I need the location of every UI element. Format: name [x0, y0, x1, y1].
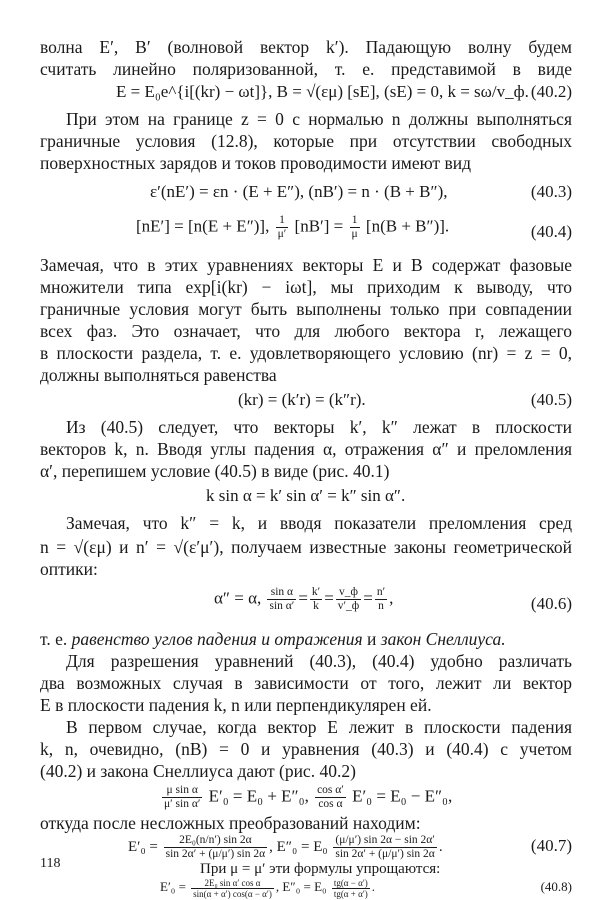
fraction	[276, 214, 289, 241]
fraction	[162, 784, 202, 811]
frac-num: 2E₀(n/n′) sin 2α	[164, 834, 267, 848]
frac-den: tg(α + α′)	[333, 888, 368, 899]
fraction	[191, 878, 274, 899]
frac-num: 2E₀ sin α′ cos α	[191, 878, 274, 889]
frac-num: sin α	[267, 586, 296, 600]
equation-40-4	[136, 214, 449, 241]
text-line: два возможных случая в зависимости от того, лежит ли вектор	[40, 673, 572, 693]
equation-number: (40.4)	[530, 222, 572, 241]
fraction	[310, 586, 322, 613]
text-span: и	[367, 629, 377, 649]
text-line: граничные условия (12.8), которые при отсутствии свободных	[40, 131, 572, 151]
text-line: считать линейно поляризованной, т. е. представимой в виде	[40, 59, 572, 79]
text-line: откуда после несложных преобразований находим:	[40, 813, 421, 833]
frac-den: sin 2α′ + (μ/μ′) sin 2α	[165, 848, 266, 860]
equation-number: (40.5)	[530, 390, 572, 409]
text-line: поверхностных зарядов и токов проводимости имеют вид	[40, 153, 471, 173]
eq-part: E′₀ =	[160, 879, 186, 894]
frac-den: sin(α + α′) cos(α − α′)	[193, 888, 272, 899]
frac-num: 1	[276, 214, 289, 228]
text-line: Для разрешения уравнений (40.3), (40.4) удобно различать	[66, 651, 572, 671]
frac-num: v_ф	[336, 586, 361, 600]
equation-case1	[160, 784, 452, 811]
text-line: в плоскости раздела, т. е. удовлетворяющего условию (nr) = z = 0,	[40, 343, 572, 363]
text-span: т. е.	[40, 629, 68, 649]
fraction	[332, 878, 370, 899]
eq-part: [n(B + B″)].	[365, 216, 450, 236]
eq-part: .	[371, 879, 376, 894]
frac-den: v′_ф	[337, 600, 360, 612]
frac-den: μ′ sin α′	[164, 798, 201, 810]
equation-number: (40.6)	[530, 594, 572, 613]
equation-40-7	[128, 834, 443, 861]
equation-40-6: α″ = α, $\frac{\text{sin α}}{\text{sin α′}}$ = $\frac{k'}{k}$ = $\frac{v\_ф}{v'\_ф}$ = $\frac{n'}{n}$ ,	[214, 586, 394, 612]
eq-part: α″ = α,	[214, 588, 262, 608]
text-line: В первом случае, когда вектор E лежит в плоскости падения	[66, 717, 572, 737]
text-line: всех фаз. Это означает, что для любого вектора r, лежащего	[40, 321, 572, 341]
fraction	[164, 834, 267, 861]
frac-num: k′	[311, 586, 321, 598]
fraction	[315, 784, 346, 811]
frac-den: cos α	[318, 798, 343, 810]
text-line: волна E′, B′ (волновой вектор k′). Падающую волну будем	[40, 37, 572, 57]
text-line: n = √(εμ) и n′ = √(ε′μ′), получаем известные законы геометрической	[40, 537, 572, 557]
eq-part: , E″₀ = E₀	[275, 879, 327, 894]
frac-num: cos α′	[317, 784, 344, 796]
page-number: 118	[40, 856, 61, 871]
text-line: При μ = μ′ эти формулы упрощаются:	[200, 861, 441, 877]
eq-part: E′₀ = E₀ + E″₀,	[208, 786, 309, 806]
equation-snell-k: k sin α = k′ sin α′ = k″ sin α″.	[206, 486, 406, 505]
text-line: векторов k, n. Вводя углы падения α, отражения α″ и преломления	[40, 439, 572, 459]
frac-num: 1	[350, 214, 360, 228]
text-line: оптики:	[40, 559, 98, 579]
fraction	[333, 834, 436, 861]
text-line: множители типа exp[i(kr) − iωt], мы приходим к выводу, что	[40, 277, 572, 297]
frac-den: sin α′	[269, 600, 295, 612]
equation-number: (40.3)	[530, 182, 572, 201]
text-line: (40.2) и закона Снеллиуса дают (рис. 40.2)	[40, 761, 356, 781]
frac-den: n	[378, 600, 384, 612]
frac-num: n′	[376, 586, 386, 598]
text-line: E в плоскости падения k, n или перпендикулярен ей.	[40, 695, 432, 715]
italic-text: равенство углов падения и отражения	[71, 629, 363, 649]
frac-num: tg(α − α′)	[333, 877, 368, 888]
text-line: α′, перепишем условие (40.5) в виде (рис. 40.1)	[40, 461, 390, 481]
text-line: Замечая, что k″ = k, и вводя показатели преломления сред	[66, 513, 572, 533]
text-line	[40, 628, 572, 650]
frac-num: (μ/μ′) sin 2α − sin 2α′	[335, 834, 435, 846]
text-line: Из (40.5) следует, что векторы k′, k″ лежат в плоскости	[66, 417, 572, 437]
frac-num: μ sin α	[162, 784, 202, 798]
equation-number: (40.2)	[530, 82, 572, 101]
equation-number: (40.7)	[530, 836, 572, 855]
fraction	[350, 214, 360, 241]
text-line: Замечая, что в этих уравнениях векторы E и B содержат фазовые	[40, 255, 572, 275]
equation-40-8	[160, 876, 375, 899]
equation-number: (40.8)	[540, 879, 572, 894]
fraction	[375, 586, 387, 613]
eq-part: , E″₀ = E₀	[269, 838, 328, 855]
equation-40-2: E = E₀e^{i[(kr) − ωt]}, B = √(εμ) [sE], (sE) = 0, k = sω/v_ф.	[116, 82, 529, 101]
equation-40-5: (kr) = (k′r) = (k″r).	[238, 390, 366, 409]
frac-den: sin 2α′ + (μ/μ′) sin 2α	[335, 848, 435, 860]
eq-part: E′₀ =	[128, 838, 158, 855]
frac-den: μ′	[277, 228, 287, 240]
eq-part: [nE′] = [n(E + E″)],	[136, 216, 270, 236]
equation-40-3: ε′(nE′) = εn · (E + E″), (nB′) = n · (B + B″),	[150, 182, 448, 201]
text-line: граничные условия могут быть выполнены только при совпадении	[40, 299, 572, 319]
frac-den: μ	[351, 228, 358, 240]
eq-part: E′₀ = E₀ − E″₀,	[352, 786, 453, 806]
italic-text: закон Снеллиуса.	[380, 629, 506, 649]
eq-part: .	[438, 838, 443, 855]
text-line: должны выполняться равенства	[40, 365, 277, 385]
text-line: При этом на границе z = 0 с нормалью n должны выполняться	[66, 109, 572, 129]
frac-den: k	[313, 600, 319, 612]
text-line: k, n, очевидно, (nB) = 0 и уравнения (40.3) и (40.4) с учетом	[40, 739, 572, 759]
fraction	[267, 586, 296, 613]
eq-part: [nB′] =	[294, 216, 344, 236]
fraction	[336, 586, 361, 613]
